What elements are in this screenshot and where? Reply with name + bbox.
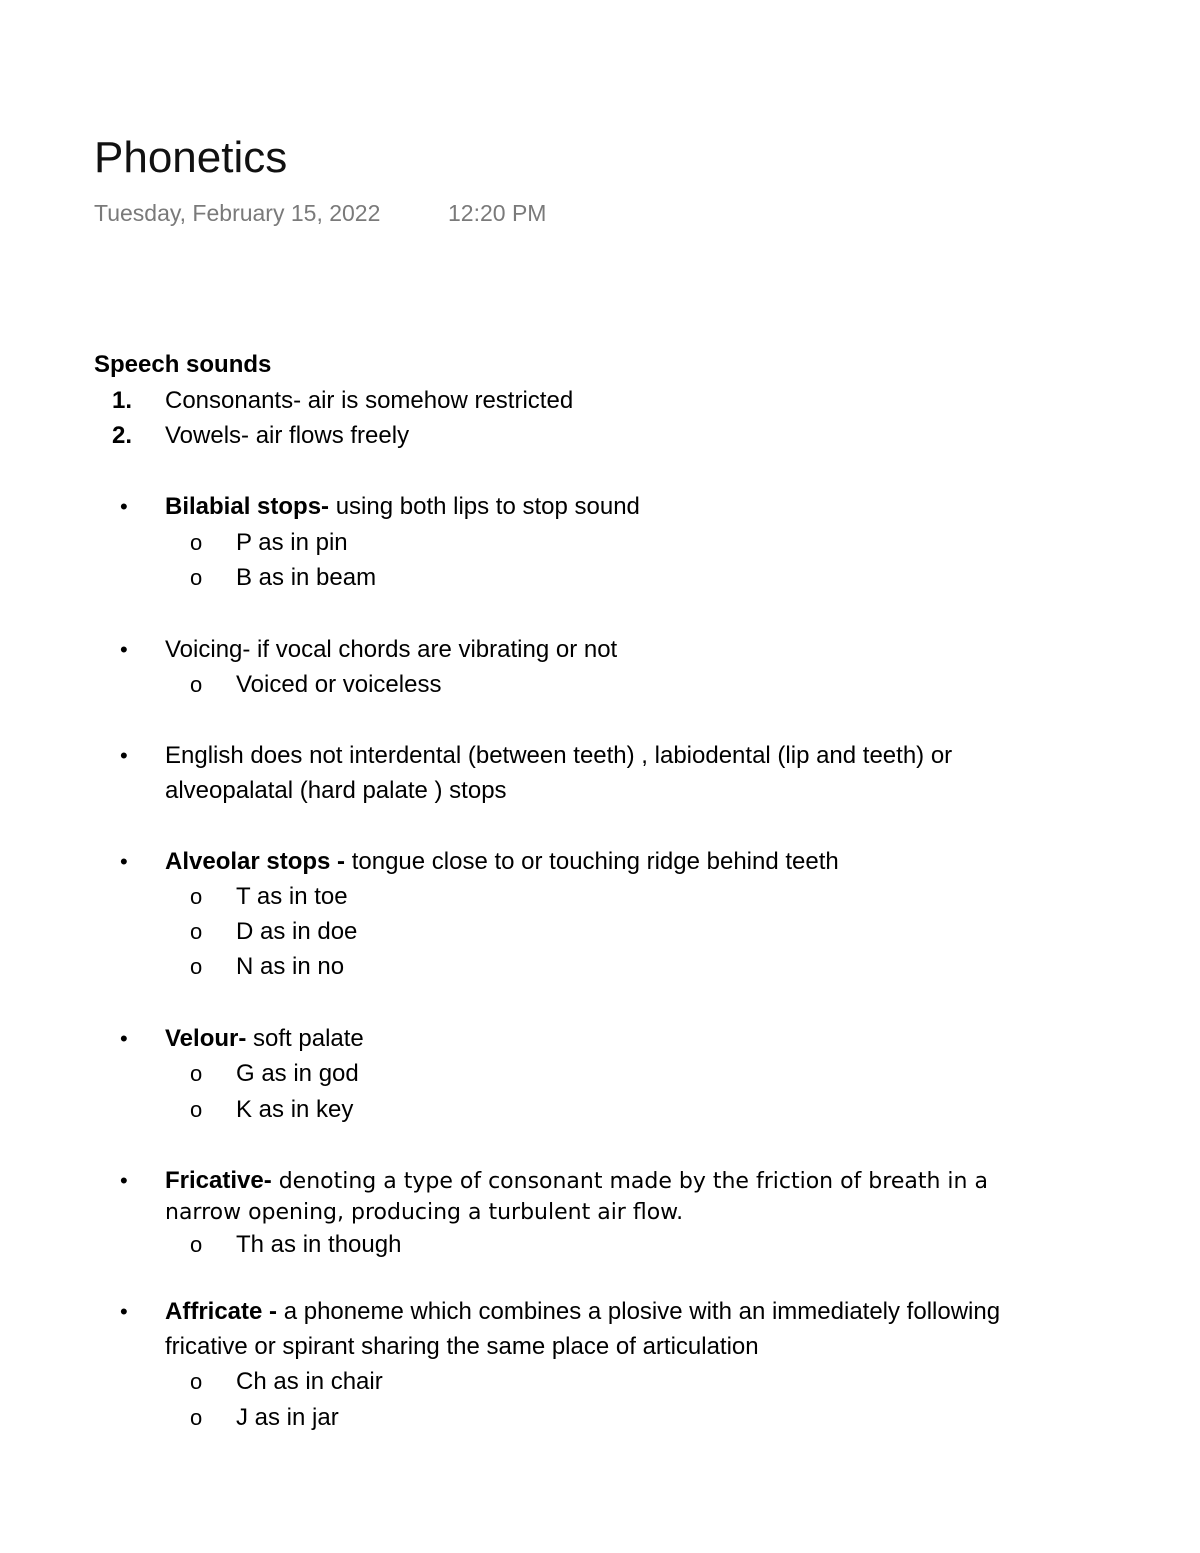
term-fricative: Fricative-: [165, 1167, 272, 1194]
desc-fricative: denoting a type of consonant made by the friction of breath in a: [271, 1169, 988, 1194]
bullet-affricate-line2: fricative or spirant sharing the same place of articulation: [165, 1333, 759, 1360]
page-meta: [94, 198, 547, 228]
example-item: G as in god: [236, 1060, 359, 1087]
sub-marker: o: [190, 672, 203, 697]
desc-alveolar: tongue close to or touching ridge behind teeth: [345, 848, 839, 875]
example-item: Ch as in chair: [236, 1368, 383, 1395]
sub-marker: o: [190, 1369, 203, 1394]
list-number: 2.: [112, 422, 133, 449]
bullet-marker: •: [120, 743, 128, 768]
term-velour: Velour-: [165, 1025, 247, 1052]
bullet-marker: •: [120, 494, 128, 519]
bullet-alveolar: [165, 846, 839, 878]
sub-marker: o: [190, 1061, 203, 1086]
bullet-bilabial: [165, 491, 640, 523]
example-item: Voiced or voiceless: [236, 671, 442, 698]
sub-marker: o: [190, 1405, 203, 1430]
desc-bilabial: using both lips to stop sound: [329, 493, 640, 520]
bullet-marker: •: [120, 637, 128, 662]
section-heading: Speech sounds: [94, 351, 272, 378]
page-date: Tuesday, February 15, 2022: [94, 200, 381, 226]
bullet-english-line2: alveopalatal (hard palate ) stops: [165, 777, 507, 804]
desc-affricate: a phoneme which combines a plosive with an immediately following: [277, 1298, 1001, 1325]
bullet-fricative: [165, 1165, 988, 1198]
page-title: Phonetics: [94, 133, 288, 182]
sub-marker: o: [190, 530, 203, 555]
bullet-affricate: [165, 1296, 1000, 1328]
bullet-fricative-line2: narrow opening, producing a turbulent air flow.: [165, 1200, 684, 1225]
desc-velour: soft palate: [246, 1025, 364, 1052]
example-item: Th as in though: [236, 1231, 402, 1258]
example-item: B as in beam: [236, 564, 377, 591]
example-item: D as in doe: [236, 918, 358, 945]
bullet-marker: •: [120, 1299, 128, 1324]
example-item: K as in key: [236, 1096, 354, 1123]
list-number: 1.: [112, 387, 133, 414]
bullet-marker: •: [120, 849, 128, 874]
term-alveolar: Alveolar stops -: [165, 848, 346, 875]
bullet-marker: •: [120, 1026, 128, 1051]
bullet-voicing: Voicing- if vocal chords are vibrating or not: [165, 636, 618, 663]
page-time: 12:20 PM: [448, 200, 547, 226]
sub-marker: o: [190, 565, 203, 590]
example-item: P as in pin: [236, 529, 348, 556]
term-bilabial: Bilabial stops-: [165, 493, 330, 520]
sub-marker: o: [190, 919, 203, 944]
example-item: T as in toe: [236, 883, 348, 910]
bullet-velour: [165, 1023, 364, 1055]
list-item-vowels: Vowels- air flows freely: [165, 422, 410, 449]
example-item: J as in jar: [236, 1404, 339, 1431]
sub-marker: o: [190, 1232, 203, 1257]
bullet-marker: •: [120, 1168, 128, 1193]
term-affricate: Affricate -: [165, 1298, 278, 1325]
sub-marker: o: [190, 1097, 203, 1122]
sub-marker: o: [190, 884, 203, 909]
example-item: N as in no: [236, 953, 345, 980]
sub-marker: o: [190, 954, 203, 979]
list-item-consonants: Consonants- air is somehow restricted: [165, 387, 574, 414]
bullet-english-line1: English does not interdental (between teeth) , labiodental (lip and teeth) or: [165, 742, 953, 769]
